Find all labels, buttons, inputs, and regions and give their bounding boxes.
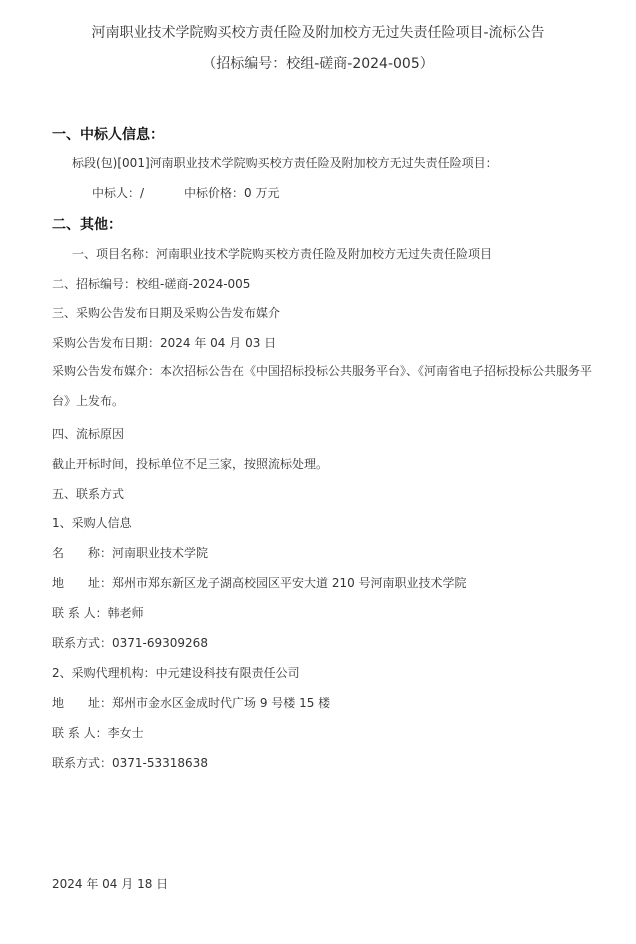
agent-heading: 2、采购代理机构：中元建设科技有限责任公司: [52, 666, 300, 680]
failure-reason: 截止开标时间，投标单位不足三家，按照流标处理。: [52, 457, 329, 471]
notice-title: 河南职业技术学院购买校方责任险及附加校方无过失责任险项目-流标公告: [91, 25, 545, 41]
agent-contact-person: 联 系 人：李女士: [52, 726, 144, 740]
project-name: 一、项目名称：河南职业技术学院购买校方责任险及附加校方无过失责任险项目: [72, 247, 493, 261]
buyer-contact-person: 联 系 人：韩老师: [52, 606, 144, 620]
winner-price: 中标价格：0 万元: [184, 186, 280, 200]
agent-phone: 联系方式：0371-53318638: [52, 756, 208, 770]
buyer-phone: 联系方式：0371-69309268: [52, 636, 208, 650]
notice-date: 2024 年 04 月 18 日: [52, 877, 169, 891]
winner-name: 中标人：/: [92, 186, 145, 200]
lot-description: 标段(包)[001]河南职业技术学院购买校方责任险及附加校方无过失责任险项目：: [72, 156, 498, 170]
publication-heading: 三、采购公告发布日期及采购公告发布媒介: [52, 306, 281, 320]
buyer-heading: 1、采购人信息: [52, 516, 132, 530]
buyer-address: 地 址：郑州市郑东新区龙子湖高校园区平安大道 210 号河南职业技术学院: [52, 576, 467, 590]
section-other-heading: 二、其他：: [52, 217, 122, 233]
publication-date: 采购公告发布日期：2024 年 04 月 03 日: [52, 336, 277, 350]
failure-reason-heading: 四、流标原因: [52, 427, 125, 441]
winner-info: [92, 184, 280, 201]
contact-heading: 五、联系方式: [52, 487, 125, 501]
tender-number-subtitle: （招标编号：校组-磋商-2024-005）: [202, 56, 434, 72]
buyer-name: 名 称：河南职业技术学院: [52, 546, 209, 560]
agent-address: 地 址：郑州市金水区金成时代广场 9 号楼 15 楼: [52, 696, 331, 710]
publication-media: 采购公告发布媒介：本次招标公告在《中国招标投标公共服务平台》、《河南省电子招标投标公共服务平台》上发布。: [52, 364, 593, 408]
section-winner-heading: 一、中标人信息：: [52, 127, 164, 143]
tender-number: 二、招标编号：校组-磋商-2024-005: [52, 277, 251, 291]
